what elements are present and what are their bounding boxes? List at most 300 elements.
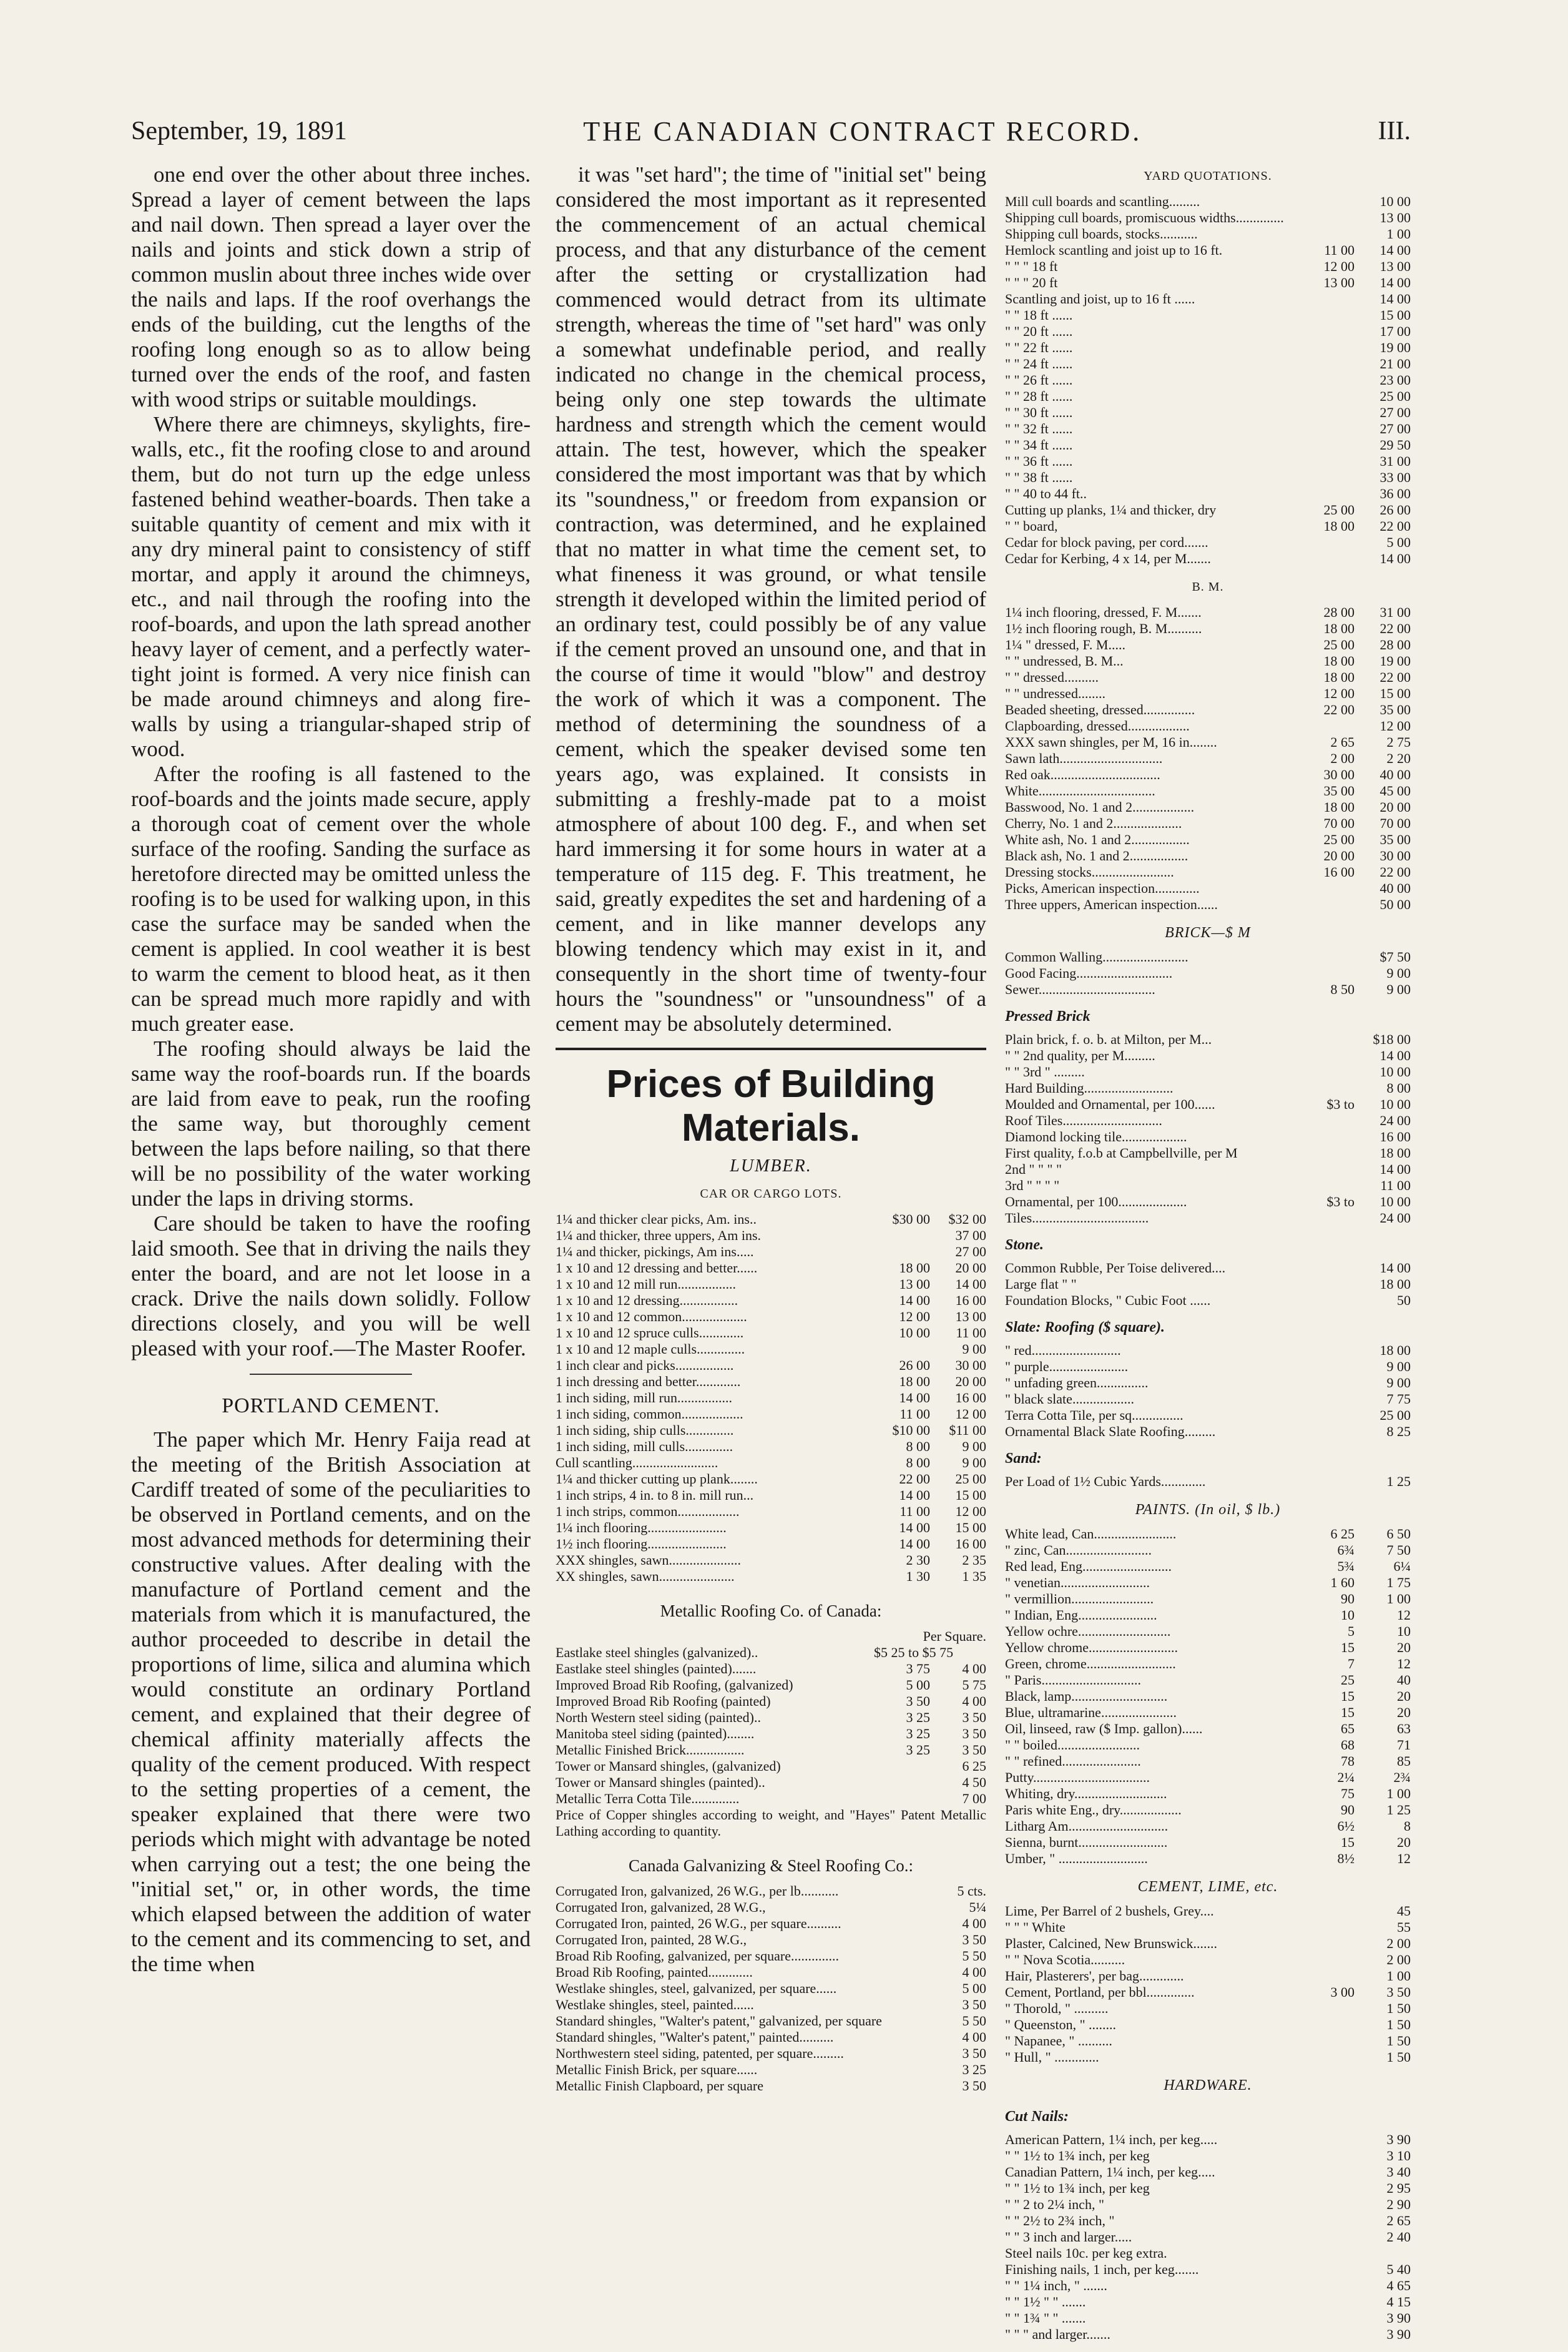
pressed-brick-table <box>1005 1031 1411 1226</box>
price-row <box>1005 2294 1411 2310</box>
price-low <box>1298 1919 1355 1936</box>
price-low: $5 25 to $5 75 <box>874 1645 954 1660</box>
price-row <box>1005 2017 1411 2033</box>
price-row <box>1005 551 1411 567</box>
item-label: Putty.................................. <box>1005 1769 1150 1785</box>
price-high: 20 <box>1397 1640 1411 1655</box>
price-high: 2 20 <box>1386 750 1411 766</box>
price-low <box>1298 880 1355 897</box>
price-high: 5 50 <box>962 1948 986 1964</box>
item-label: 1 inch strips, 4 in. to 8 in. mill run... <box>556 1487 754 1503</box>
price-low <box>1298 1424 1355 1440</box>
price-low: 90 <box>1341 1802 1355 1818</box>
price-low <box>1298 453 1355 470</box>
price-row <box>1005 421 1411 437</box>
masthead-title: THE CANADIAN CONTRACT RECORD. <box>583 116 1142 147</box>
item-label: Three uppers, American inspection...... <box>1005 897 1218 912</box>
cement-lime-heading: CEMENT, LIME, etc. <box>1137 1879 1278 1895</box>
price-low: 25 <box>1341 1672 1355 1688</box>
price-high: 20 00 <box>1379 799 1411 815</box>
price-row <box>556 1487 986 1503</box>
price-low <box>874 1244 930 1260</box>
item-label: " " 1¾ " " ....... <box>1005 2310 1086 2326</box>
item-label: Shipping cull boards, promiscuous widths.............. <box>1005 210 1284 225</box>
price-high: 5 50 <box>962 2013 986 2029</box>
price-high: $11 00 <box>949 1422 986 1438</box>
price-row <box>1005 1031 1411 1048</box>
price-row <box>1005 291 1411 307</box>
price-row <box>1005 1161 1411 1178</box>
item-label: " purple....................... <box>1005 1359 1129 1374</box>
item-label: Scantling and joist, up to 16 ft ...... <box>1005 291 1195 307</box>
item-label: White.................................. <box>1005 783 1155 799</box>
price-high: 22 00 <box>1379 621 1411 636</box>
price-row <box>1005 982 1411 998</box>
item-label: " " 26 ft ...... <box>1005 372 1073 388</box>
price-high: 3 50 <box>1386 1984 1411 2000</box>
price-low <box>874 1916 930 1932</box>
item-label: " " 20 ft ...... <box>1005 323 1073 339</box>
item-label: " " " and larger....... <box>1005 2326 1110 2342</box>
item-label: Metallic Terra Cotta Tile.............. <box>556 1791 740 1806</box>
paints-heading: PAINTS. (In oil, $ lb.) <box>1135 1502 1281 1518</box>
item-label: Westlake shingles, steel, galvanized, per square...... <box>556 1981 837 1996</box>
stone-table <box>1005 1260 1411 1309</box>
metallic-note <box>556 1807 986 1839</box>
price-row <box>556 1552 986 1568</box>
price-row <box>1005 518 1411 534</box>
price-high: 14 00 <box>1379 275 1411 290</box>
price-high: 18 00 <box>1379 1276 1411 1292</box>
price-row <box>556 1471 986 1487</box>
price-low: 25 00 <box>1323 502 1355 518</box>
price-high: 20 <box>1397 1688 1411 1704</box>
price-row <box>1005 340 1411 356</box>
price-high: 2 00 <box>1386 1936 1411 1951</box>
price-row <box>1005 1919 1411 1936</box>
item-label: Red lead, Eng.......................... <box>1005 1558 1172 1574</box>
price-low: 11 00 <box>1324 242 1355 258</box>
cement-lime-table <box>1005 1903 1411 2065</box>
item-label: " " " White <box>1005 1919 1066 1935</box>
price-low: 20 00 <box>1323 848 1355 864</box>
item-label: " " board, <box>1005 518 1058 534</box>
price-low <box>874 1932 930 1948</box>
price-high: 25 00 <box>1379 388 1411 404</box>
price-low: 3 25 <box>906 1726 930 1741</box>
item-label: " " undressed........ <box>1005 686 1105 701</box>
price-low <box>1298 2017 1355 2033</box>
item-label: " " 24 ft ...... <box>1005 356 1073 371</box>
hardware-table <box>1005 2132 1411 2343</box>
price-row <box>556 1357 986 1374</box>
item-label: " Napanee, " .......... <box>1005 2033 1112 2049</box>
price-high: 18 00 <box>1379 1342 1411 1358</box>
price-row <box>1005 897 1411 913</box>
item-label: Common Rubble, Per Toise delivered.... <box>1005 1260 1226 1276</box>
price-high: 3 50 <box>962 1710 986 1725</box>
price-high: 6 25 <box>962 1758 986 1774</box>
price-high: 12 <box>1397 1607 1411 1623</box>
price-low: 14 00 <box>899 1487 930 1503</box>
item-label: 3rd " " " " <box>1005 1178 1060 1193</box>
item-label: Tower or Mansard shingles (painted).. <box>556 1774 765 1790</box>
price-high: 3 25 <box>962 2062 986 2077</box>
price-row <box>1005 686 1411 702</box>
item-label: " zinc, Can......................... <box>1005 1542 1152 1558</box>
item-label: Good Facing............................ <box>1005 965 1173 981</box>
price-low <box>1298 1145 1355 1161</box>
price-low <box>1298 1178 1355 1194</box>
price-row <box>1005 1391 1411 1407</box>
yard-quotations-heading: YARD QUOTATIONS. <box>1144 169 1272 183</box>
item-label: 1¼ inch flooring....................... <box>556 1520 727 1535</box>
price-high: 12 <box>1397 1656 1411 1671</box>
price-row <box>1005 1424 1411 1440</box>
price-row <box>1005 2132 1411 2148</box>
price-high: 1 75 <box>1386 1575 1411 1590</box>
price-row <box>1005 1851 1411 1867</box>
price-low <box>1298 718 1355 734</box>
price-low: 18 00 <box>899 1260 930 1276</box>
price-high: 29 50 <box>1379 437 1411 453</box>
item-label: " black slate.................. <box>1005 1391 1134 1407</box>
price-row <box>556 1228 986 1244</box>
price-row <box>1005 1753 1411 1769</box>
price-row <box>1005 1096 1411 1113</box>
item-label: XXX shingles, sawn..................... <box>556 1552 741 1568</box>
price-low: 6½ <box>1337 1818 1355 1834</box>
price-low: 90 <box>1341 1591 1355 1607</box>
price-low: 75 <box>1341 1786 1355 1801</box>
price-high: 5¼ <box>969 1899 986 1915</box>
item-label: " Hull, " ............. <box>1005 2049 1099 2065</box>
price-high: 2 75 <box>1386 734 1411 750</box>
price-high: 5 cts. <box>957 1883 986 1899</box>
price-low: 14 00 <box>899 1390 930 1405</box>
item-label: " vermillion........................ <box>1005 1591 1154 1607</box>
item-label: XX shingles, sawn...................... <box>556 1568 735 1584</box>
price-low: 3 00 <box>1330 1984 1355 2000</box>
price-high: 15 00 <box>955 1520 986 1535</box>
price-high: 1 35 <box>962 1568 986 1584</box>
price-low: 2 65 <box>1330 734 1355 750</box>
price-low <box>1298 356 1355 372</box>
price-high: 22 00 <box>1379 518 1411 534</box>
price-low <box>1298 551 1355 567</box>
item-label: Whiting, dry........................... <box>1005 1786 1167 1801</box>
price-row <box>556 2062 986 2078</box>
price-row <box>1005 2261 1411 2278</box>
price-row <box>1005 437 1411 453</box>
price-high: 12 00 <box>1379 718 1411 734</box>
item-label: " " 2 to 2¼ inch, " <box>1005 2197 1104 2212</box>
price-high: 10 00 <box>1379 1194 1411 1209</box>
price-row <box>556 1309 986 1325</box>
price-row <box>556 2078 986 2094</box>
price-row <box>1005 2245 1411 2261</box>
price-low: 18 00 <box>1323 669 1355 685</box>
price-high: 24 00 <box>1379 1113 1411 1128</box>
price-high: 27 00 <box>1379 405 1411 420</box>
price-high: 63 <box>1397 1721 1411 1736</box>
price-row <box>1005 1526 1411 1542</box>
price-low: 5 <box>1348 1623 1355 1639</box>
price-row <box>1005 1113 1411 1129</box>
price-row <box>1005 2049 1411 2065</box>
price-low <box>882 2013 934 2029</box>
price-row <box>1005 258 1411 275</box>
brick-heading: BRICK—$ M <box>1165 925 1251 941</box>
price-low <box>1298 1031 1355 1048</box>
price-row <box>1005 718 1411 734</box>
item-label: " " Nova Scotia.......... <box>1005 1952 1125 1967</box>
price-low: 2 00 <box>1330 750 1355 766</box>
price-low: $30 00 <box>892 1211 930 1227</box>
price-row <box>1005 502 1411 518</box>
price-high: 10 00 <box>1379 194 1411 209</box>
paints-table <box>1005 1526 1411 1867</box>
price-row <box>1005 1048 1411 1064</box>
price-low <box>874 1228 930 1244</box>
price-high: 14 00 <box>1379 1161 1411 1177</box>
item-label: Eastlake steel shingles (galvanized).. <box>556 1645 758 1660</box>
price-row <box>556 1997 986 2013</box>
price-high: 27 00 <box>955 1244 986 1259</box>
item-label: Black ash, No. 1 and 2................. <box>1005 848 1188 864</box>
price-low: $3 to <box>1326 1096 1355 1112</box>
price-high <box>1355 2245 1411 2261</box>
price-low: $10 00 <box>892 1422 930 1438</box>
price-high: 7 75 <box>1386 1391 1411 1407</box>
price-high: 9 00 <box>962 1439 986 1454</box>
price-high: 40 <box>1397 1672 1411 1688</box>
price-high: 6 50 <box>1386 1526 1411 1542</box>
price-row <box>1005 734 1411 750</box>
price-high: 1 00 <box>1386 1591 1411 1607</box>
price-high: 19 00 <box>1379 653 1411 669</box>
item-label: " " 32 ft ...... <box>1005 421 1073 436</box>
price-row <box>1005 388 1411 405</box>
item-label: " " 28 ft ...... <box>1005 388 1073 404</box>
item-label: 1¼ " dressed, F. M..... <box>1005 637 1125 652</box>
article-portland-cement-text <box>131 1427 531 1977</box>
price-high: 4 65 <box>1386 2278 1411 2293</box>
section-title: PORTLAND CEMENT. <box>222 1394 440 1417</box>
price-row <box>1005 1145 1411 1161</box>
price-high: 10 00 <box>1379 1096 1411 1112</box>
price-low <box>1298 1276 1355 1292</box>
paragraph: Care should be taken to have the roofing laid smooth. See that in driving the nails they enter the board, and are not let loose in a crack. Drive the nails down solidly. Follow directions closely, and you will be well pleased with your roof.—The Master Roofer. <box>131 1211 531 1361</box>
item-label: Hair, Plasterers', per bag............. <box>1005 1968 1184 1984</box>
price-low: 15 <box>1341 1705 1355 1720</box>
price-high: 9 00 <box>1386 1359 1411 1374</box>
price-high: 70 00 <box>1379 815 1411 831</box>
price-row <box>556 1260 986 1276</box>
price-low <box>1298 1936 1355 1952</box>
prices-title: Prices of Building Materials. <box>556 1048 986 1150</box>
price-row <box>1005 949 1411 965</box>
price-high: 5 00 <box>962 1981 986 1996</box>
price-low: 5¾ <box>1337 1558 1355 1574</box>
price-low: 78 <box>1341 1753 1355 1769</box>
item-label: Finishing nails, 1 inch, per keg....... <box>1005 2261 1199 2277</box>
price-high: 7 00 <box>962 1791 986 1806</box>
price-row <box>1005 1080 1411 1096</box>
item-label: Oil, linseed, raw ($ Imp. gallon)...... <box>1005 1721 1203 1736</box>
item-label: Standard shingles, "Walter's patent," galvanized, per square <box>556 2013 882 2029</box>
price-high: 8 25 <box>1386 1424 1411 1439</box>
price-low: 18 00 <box>1323 653 1355 669</box>
price-high: 1 25 <box>1386 1474 1411 1489</box>
price-low <box>1298 1474 1355 1490</box>
price-high: 2 65 <box>1386 2213 1411 2228</box>
price-row <box>1005 1786 1411 1802</box>
item-label: " " 1¼ inch, " ....... <box>1005 2278 1107 2293</box>
price-high: 24 00 <box>1379 1210 1411 1226</box>
price-high: 31 00 <box>1379 453 1411 469</box>
item-label: Dressing stocks........................ <box>1005 864 1174 880</box>
item-label: " " 2½ to 2¾ inch, " <box>1005 2213 1115 2228</box>
price-high: 22 00 <box>1379 864 1411 880</box>
sand-heading: Sand: <box>1005 1450 1042 1467</box>
price-high: 20 <box>1397 1705 1411 1720</box>
item-label: " Thorold, " .......... <box>1005 2000 1109 2016</box>
price-low: 3 25 <box>906 1742 930 1758</box>
price-high: 1 50 <box>1386 2017 1411 2032</box>
price-high: 14 00 <box>1379 242 1411 258</box>
item-label: 2nd " " " " <box>1005 1161 1062 1177</box>
price-row <box>1005 848 1411 864</box>
price-high: 15 00 <box>1379 686 1411 701</box>
price-row <box>1005 1672 1411 1688</box>
price-row <box>556 1774 986 1791</box>
price-high: 17 00 <box>1379 323 1411 339</box>
price-row <box>556 1536 986 1552</box>
price-row <box>556 1325 986 1341</box>
price-low <box>874 1758 930 1774</box>
price-high: 14 00 <box>1379 551 1411 566</box>
price-low: 18 00 <box>1323 621 1355 636</box>
item-label: Corrugated Iron, galvanized, 26 W.G., per lb........... <box>556 1883 839 1899</box>
price-low <box>1298 2000 1355 2017</box>
price-high: 5 40 <box>1386 2261 1411 2277</box>
price-high: 31 00 <box>1379 604 1411 620</box>
price-low <box>1298 534 1355 551</box>
item-label: 1½ inch flooring rough, B. M.......... <box>1005 621 1202 636</box>
price-low: $3 to <box>1326 1194 1355 1209</box>
price-low <box>1298 194 1355 210</box>
price-high: 13 00 <box>1379 258 1411 274</box>
price-row <box>1005 1936 1411 1952</box>
price-row <box>1005 1194 1411 1210</box>
item-label: 1 inch dressing and better............. <box>556 1374 741 1389</box>
price-low <box>1298 2033 1355 2049</box>
price-high: $32 00 <box>948 1211 986 1227</box>
item-label: " " " 18 ft <box>1005 258 1058 274</box>
price-low: 28 00 <box>1323 604 1355 620</box>
price-high: 1 50 <box>1386 2049 1411 2065</box>
article-portland-cement-continued <box>556 162 986 1036</box>
price-high: 10 00 <box>1379 1064 1411 1080</box>
item-label: " " 38 ft ...... <box>1005 470 1073 485</box>
slate-heading: Slate: Roofing ($ square). <box>1005 1319 1165 1336</box>
price-row <box>1005 1178 1411 1194</box>
item-label: Common Walling......................... <box>1005 949 1188 965</box>
price-row <box>556 1791 986 1807</box>
item-label: " " 2nd quality, per M......... <box>1005 1048 1155 1063</box>
price-row <box>556 1390 986 1406</box>
price-low <box>874 1883 930 1899</box>
price-low: 2¼ <box>1337 1769 1355 1785</box>
price-row <box>1005 1359 1411 1375</box>
price-row <box>556 1742 986 1758</box>
price-low <box>1298 1391 1355 1407</box>
price-low: 18 00 <box>1323 799 1355 815</box>
column-right <box>1005 162 1411 2342</box>
price-row <box>1005 653 1411 669</box>
price-row <box>556 1932 986 1948</box>
price-row <box>556 1710 986 1726</box>
price-row <box>1005 1607 1411 1623</box>
price-low: 6¾ <box>1337 1542 1355 1558</box>
price-row <box>1005 1342 1411 1359</box>
price-high: 16 00 <box>955 1536 986 1552</box>
price-low <box>1298 2261 1355 2278</box>
price-row <box>1005 534 1411 551</box>
price-low <box>874 2062 930 2078</box>
price-row <box>1005 242 1411 258</box>
per-square-label: Per Square. <box>923 1628 986 1644</box>
price-row <box>556 1661 986 1677</box>
price-low: 8 50 <box>1330 982 1355 997</box>
price-row <box>1005 1375 1411 1391</box>
price-row <box>1005 275 1411 291</box>
price-row <box>556 1883 986 1899</box>
price-row <box>1005 1952 1411 1968</box>
item-label: Ornamental Black Slate Roofing......... <box>1005 1424 1216 1439</box>
item-label: American Pattern, 1¼ inch, per keg..... <box>1005 2132 1218 2147</box>
price-high: 3 50 <box>962 1726 986 1741</box>
price-low <box>1298 2229 1355 2245</box>
price-high: 35 00 <box>1379 702 1411 717</box>
price-low <box>874 1791 930 1807</box>
section-divider <box>250 1374 412 1375</box>
item-label: Lime, Per Barrel of 2 bushels, Grey.... <box>1005 1903 1214 1919</box>
price-high: 2 95 <box>1386 2180 1411 2196</box>
price-low: 1 30 <box>906 1568 930 1584</box>
item-label: Clapboarding, dressed.................. <box>1005 718 1190 734</box>
price-row <box>1005 2164 1411 2180</box>
item-label: " " 3 inch and larger..... <box>1005 2229 1132 2245</box>
stone-heading: Stone. <box>1005 1237 1044 1253</box>
price-high: 3 50 <box>962 2078 986 2094</box>
lumber-subheading: CAR OR CARGO LOTS. <box>700 1187 842 1201</box>
price-low: 15 <box>1341 1834 1355 1850</box>
price-row <box>1005 864 1411 880</box>
item-label: 1 x 10 and 12 maple culls.............. <box>556 1341 745 1357</box>
price-low: 35 00 <box>1323 783 1355 799</box>
item-label: Broad Rib Roofing, painted............. <box>556 1964 753 1980</box>
price-low: 18 00 <box>1323 518 1355 534</box>
price-high: 12 00 <box>955 1406 986 1422</box>
price-high: 13 00 <box>955 1309 986 1324</box>
price-high: 5 00 <box>1386 534 1411 550</box>
item-label: Foundation Blocks, " Cubic Foot ...... <box>1005 1292 1211 1308</box>
price-high: 3 90 <box>1386 2310 1411 2326</box>
page-header <box>131 112 1411 150</box>
price-row <box>1005 1407 1411 1424</box>
